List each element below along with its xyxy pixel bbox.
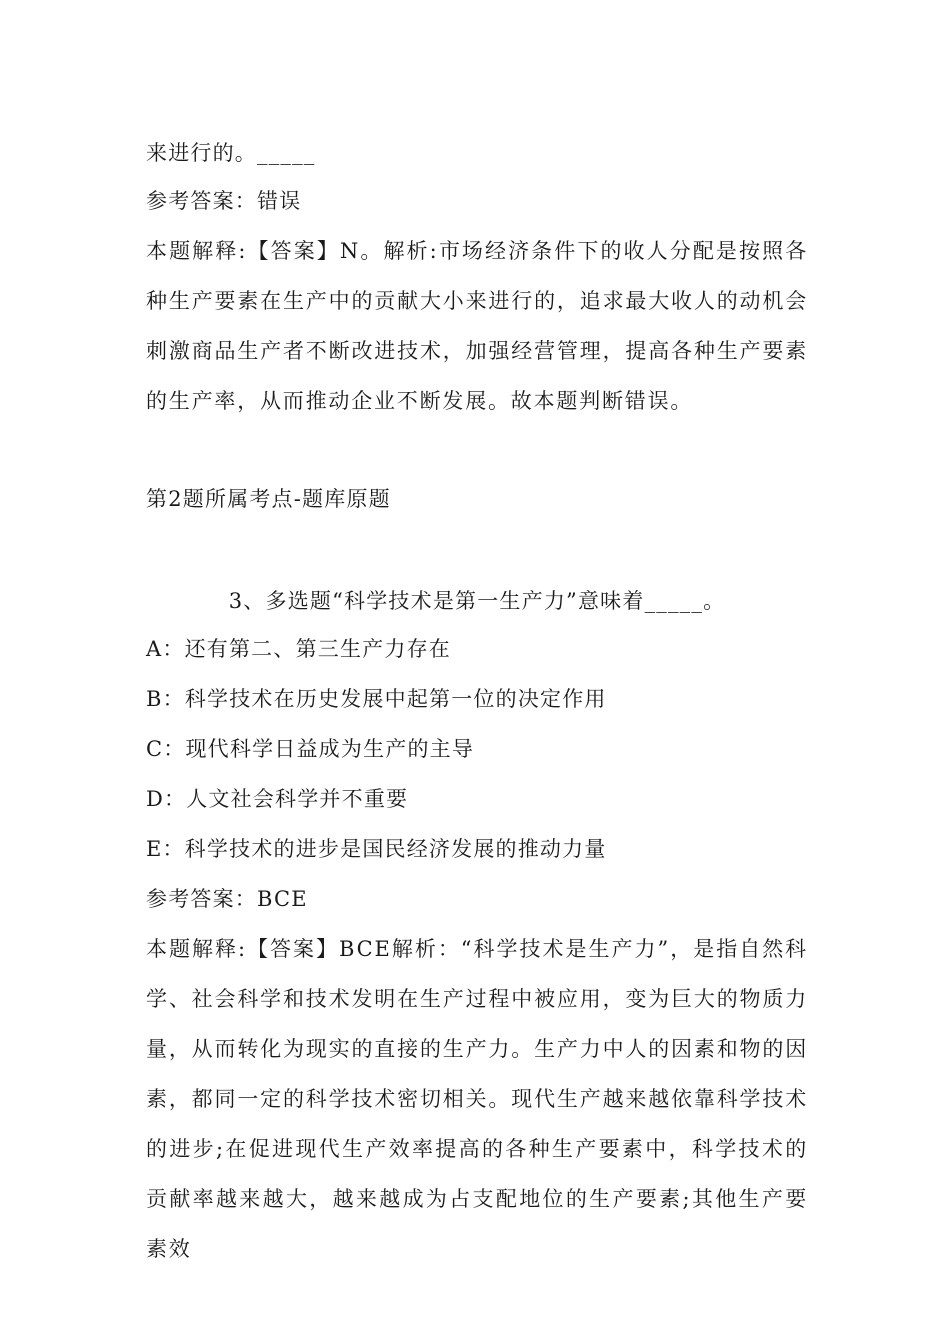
- q3-option-d: D：人文社会科学并不重要: [146, 787, 409, 811]
- q3-option-a: A：还有第二、第三生产力存在: [146, 637, 451, 661]
- q3-option-b: B：科学技术在历史发展中起第一位的决定作用: [146, 687, 607, 711]
- q2-topic: 第2题所属考点-题库原题: [146, 487, 391, 511]
- q3-stem: 3、多选题“科学技术是第一生产力”意味着_____。: [228, 589, 726, 613]
- q1-stem-tail: 来进行的。_____: [146, 141, 316, 165]
- q3-answer: 参考答案：BCE: [146, 887, 308, 911]
- q3-option-c: C：现代科学日益成为生产的主导: [146, 737, 475, 761]
- q3-option-e: E：科学技术的进步是国民经济发展的推动力量: [146, 837, 607, 861]
- q1-answer: 参考答案：错误: [146, 189, 302, 213]
- q3-explanation: 本题解释:【答案】BCE解析：“科学技术是生产力”，是指自然科学、社会科学和技术发明在生产过程中被应用，变为巨大的物质力量，从而转化为现实的直接的生产力。生产力中人的因素和物的因素，都同一定的科学技术密切相关。现代生产越来越依靠科学技术的进步;在促进现代生产效率提高的各种生产要素中，科学技术的贡献率越来越大，越来越成为占支配地位的生产要素;其他生产要素效: [146, 937, 808, 1261]
- q1-explanation: 本题解释:【答案】N。解析:市场经济条件下的收人分配是按照各种生产要素在生产中的贡献大小来进行的，追求最大收人的动机会刺激商品生产者不断改进技术，加强经营管理，提高各种生产要素的生产率，从而推动企业不断发展。故本题判断错误。: [146, 239, 808, 413]
